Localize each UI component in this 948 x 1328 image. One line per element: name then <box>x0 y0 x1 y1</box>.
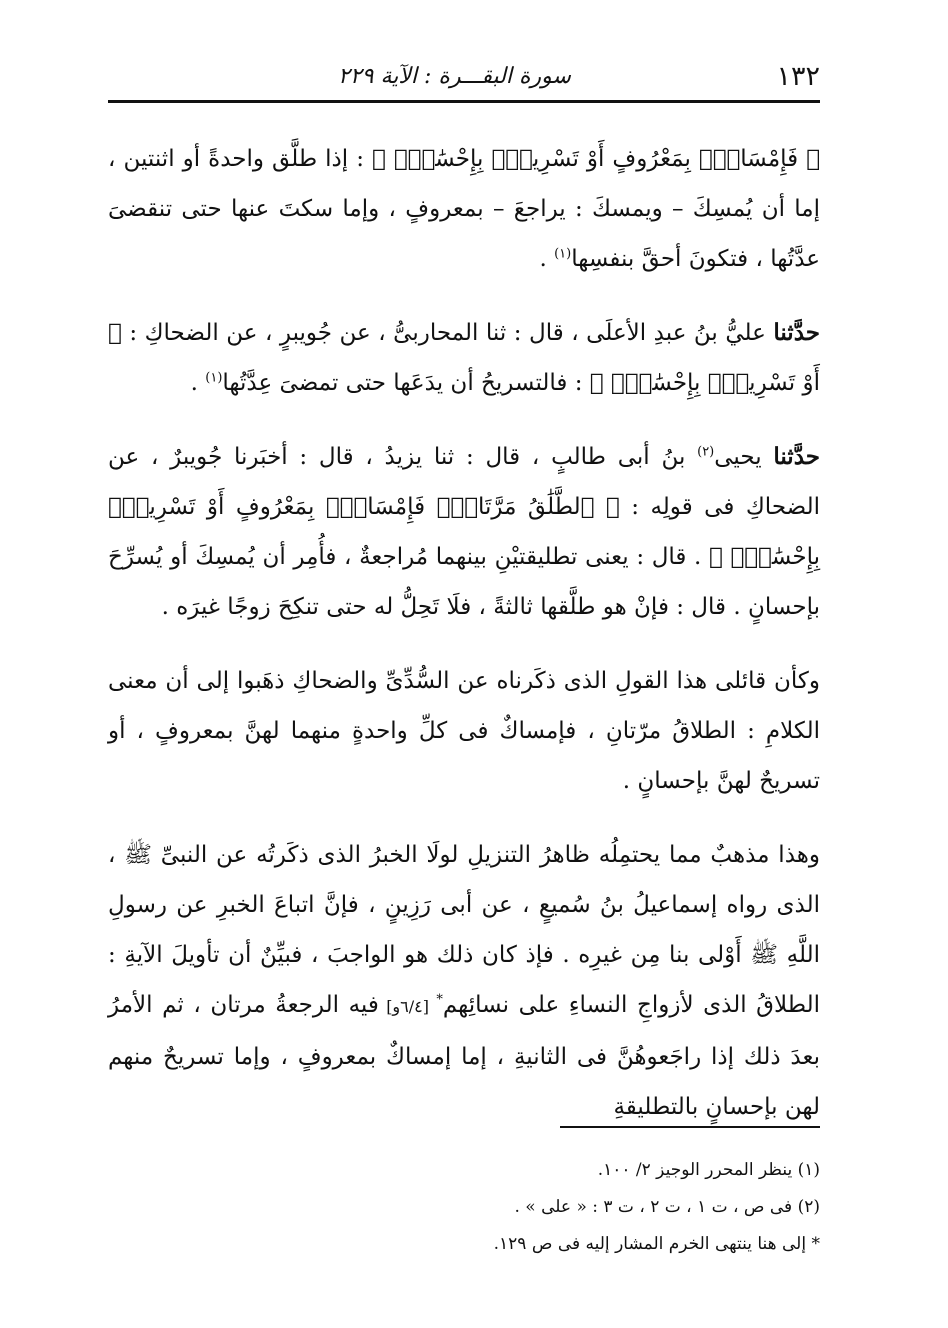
footnote-3: * إلى هنا ينتهى الخرم المشار إليه فى ص ١٢٩. <box>493 1234 820 1254</box>
isnad-keyword: حدَّثنا <box>773 443 820 470</box>
footnote-marker[interactable]: (١) <box>205 370 223 386</box>
main-text <box>108 134 820 1156</box>
footnote-divider <box>560 1126 820 1128</box>
footnote-marker[interactable]: (١) <box>554 246 572 262</box>
paragraph-text-a: يحيى <box>714 444 774 470</box>
paragraph-text-c: . قال : يعنى تطليقتيْنِ بينهما مُراجعةٌ ، فأُمِر أن يُمسِكَ أو يُسرِّحَ بإحسانٍ . قال : فإنْ هو طلَّقها ثالثةً ، فلَا تَحِلُّ له حتى تنكِحَ زوجًا غيرَه . <box>108 544 820 620</box>
paragraph-text-2: : فالتسريحُ أن يدَعَها حتى تمضىَ عِدَّتُها <box>222 370 590 396</box>
paragraph-text: وكأن قائلى هذا القولِ الذى ذكَرناه عن السُّدِّىِّ والضحاكِ ذهَبوا إلى أن معنى الكلامِ : الطلاقُ مرّتانِ ، فإمساكٌ فى كلِّ واحدةٍ منهما لهنَّ بمعروفٍ ، أو تسريحٌ لهنَّ بإحسانٍ . <box>108 668 820 794</box>
paragraph-text-a: وهذا مذهبٌ مما يحتمِلُه ظاهرُ التنزيلِ لولَا الخبرُ الذى ذكَرتُه عن النبىِّ ﷺ ، الذى رواه إسماعيلُ بنُ سُميعٍ ، عن أبى رَزِينٍ ، فإنَّ اتباعَ الخبرِ عن رسولِ اللَّهِ ﷺ أَوْلى بنا مِن غيرِه . فإذ كان ذلك هو الواجبَ ، فبيِّنٌ أن تأويلَ الآيةِ : الطلاقُ الذى لأزواجِ النساءِ على نسائِهم <box>108 842 821 1018</box>
isnad-keyword: حدَّثنا <box>773 319 820 346</box>
paragraph-4 <box>108 656 820 806</box>
asterisk-marker: * <box>436 992 443 1008</box>
paragraph-end: . <box>539 246 555 272</box>
manuscript-folio-ref: [٦/٤و] <box>378 997 437 1016</box>
quran-quote: ﴿ أَوْ تَسْرِيحُۢ بِإِحْسَٰنٍۗ ﴾ <box>108 320 820 396</box>
paragraph-text: عليُّ بنُ عبدِ الأعلَى ، قال : ثنا المحاربىُّ ، عن جُويبرٍ ، عن الضحاكِ : <box>121 320 774 346</box>
paragraph-text: : إذا طلَّق واحدةً أو اثنتين ، إما أن يُمسِكَ – ويمسكَ : يراجعَ – بمعروفٍ ، وإما سكتَ عنها حتى تنقضىَ عدَّتُها ، فتكونَ أحقَّ بنفسِها <box>108 146 820 272</box>
paragraph-2 <box>108 308 820 408</box>
running-title: سورة البقـــرة : الآية ٢٢٩ <box>338 64 571 89</box>
paragraph-text-b: فيه الرجعةُ مرتان ، ثم الأمرُ بعدَ ذلك إذا راجَعوهُنَّ فى الثانيةِ ، إما إمساكٌ بمعروفٍ ، وإما تسريحٌ منهم لهن بإحسانٍ بالتطليقةِ <box>108 992 820 1120</box>
paragraph-text-b: بنُ أبى طالبٍ ، قال : ثنا يزيدُ ، قال : أخبَرنا جُويبرٌ ، عن الضحاكِ فى قولِه : <box>108 444 821 520</box>
quran-quote: ﴿ فَإِمْسَاكُۢ بِمَعْرُوفٍ أَوْ تَسْرِيحُۢ بِإِحْسَٰنٍۗ ﴾ <box>372 146 820 172</box>
page-header <box>108 48 820 92</box>
footnote-2: (٢) فى ص ، ت ١ ، ت ٢ ، ت ٣ : « على » . <box>514 1197 820 1217</box>
page-number: ١٣٢ <box>776 61 820 92</box>
paragraph-1 <box>108 134 820 284</box>
header-divider <box>108 100 820 103</box>
footnote-1: (١) ينظر المحرر الوجيز ٢/ ١٠٠. <box>597 1160 820 1180</box>
paragraph-3 <box>108 432 820 632</box>
paragraph-5 <box>108 830 820 1132</box>
footnote-marker[interactable]: (٢) <box>697 444 715 460</box>
quran-quote: ﴿ ٱلطَّلَٰقُ مَرَّتَانِۖ فَإِمْسَاكُۢ بِمَعْرُوفٍ أَوْ تَسْرِيحُۢ بِإِحْسَٰنٍۗ ﴾ <box>108 494 820 570</box>
footnotes <box>108 1152 820 1263</box>
paragraph-end: . <box>190 370 206 396</box>
